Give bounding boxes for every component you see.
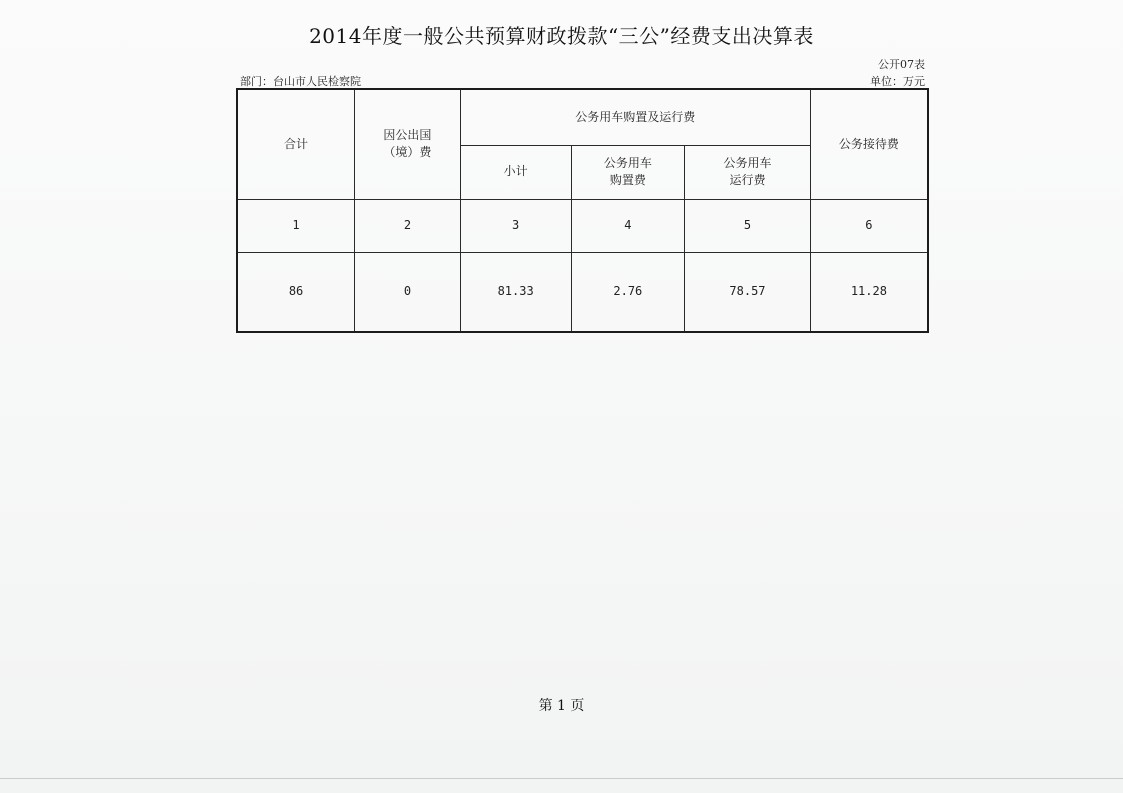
header-overseas-line1: 因公出国 bbox=[383, 127, 432, 142]
unit-label: 单位：万元 bbox=[870, 75, 925, 88]
values-row bbox=[237, 252, 928, 332]
column-index-cell: 4 bbox=[571, 199, 685, 252]
header-total: 合计 bbox=[237, 89, 355, 199]
form-code: 公开07表 bbox=[878, 58, 925, 71]
column-index-row bbox=[237, 199, 928, 252]
header-vehicle-operation bbox=[685, 145, 811, 199]
department-label: 部门：台山市人民检察院 bbox=[240, 75, 361, 88]
header-vehicle-group: 公务用车购置及运行费 bbox=[460, 89, 810, 145]
header-vehicle-purchase bbox=[571, 145, 685, 199]
value-total: 86 bbox=[237, 252, 355, 332]
page-number: 第 1 页 bbox=[538, 698, 585, 714]
header-vehicle-operation-line1: 公务用车 bbox=[723, 155, 772, 170]
value-vehicle-purchase: 2.76 bbox=[571, 252, 685, 332]
header-vehicle-purchase-line2: 购置费 bbox=[609, 173, 646, 187]
value-reception: 11.28 bbox=[810, 252, 928, 332]
expenditure-table bbox=[236, 88, 929, 333]
column-index-cell: 5 bbox=[685, 199, 811, 252]
value-vehicle-subtotal: 81.33 bbox=[460, 252, 571, 332]
header-overseas-line2: （境）费 bbox=[383, 145, 432, 160]
header-row-1 bbox=[237, 89, 928, 145]
header-overseas bbox=[355, 89, 461, 199]
header-vehicle-purchase-line1: 公务用车 bbox=[603, 155, 652, 170]
scan-edge bbox=[0, 778, 1123, 779]
document-title: 2014年度一般公共预算财政拨款“三公”经费支出决算表 bbox=[309, 24, 814, 48]
column-index-cell: 1 bbox=[237, 199, 355, 252]
header-reception: 公务接待费 bbox=[810, 89, 928, 199]
column-index-cell: 3 bbox=[460, 199, 571, 252]
value-vehicle-operation: 78.57 bbox=[685, 252, 811, 332]
value-overseas: 0 bbox=[355, 252, 461, 332]
header-vehicle-operation-line2: 运行费 bbox=[729, 173, 766, 187]
column-index-cell: 6 bbox=[810, 199, 928, 252]
header-subtotal: 小计 bbox=[460, 145, 571, 199]
column-index-cell: 2 bbox=[355, 199, 461, 252]
